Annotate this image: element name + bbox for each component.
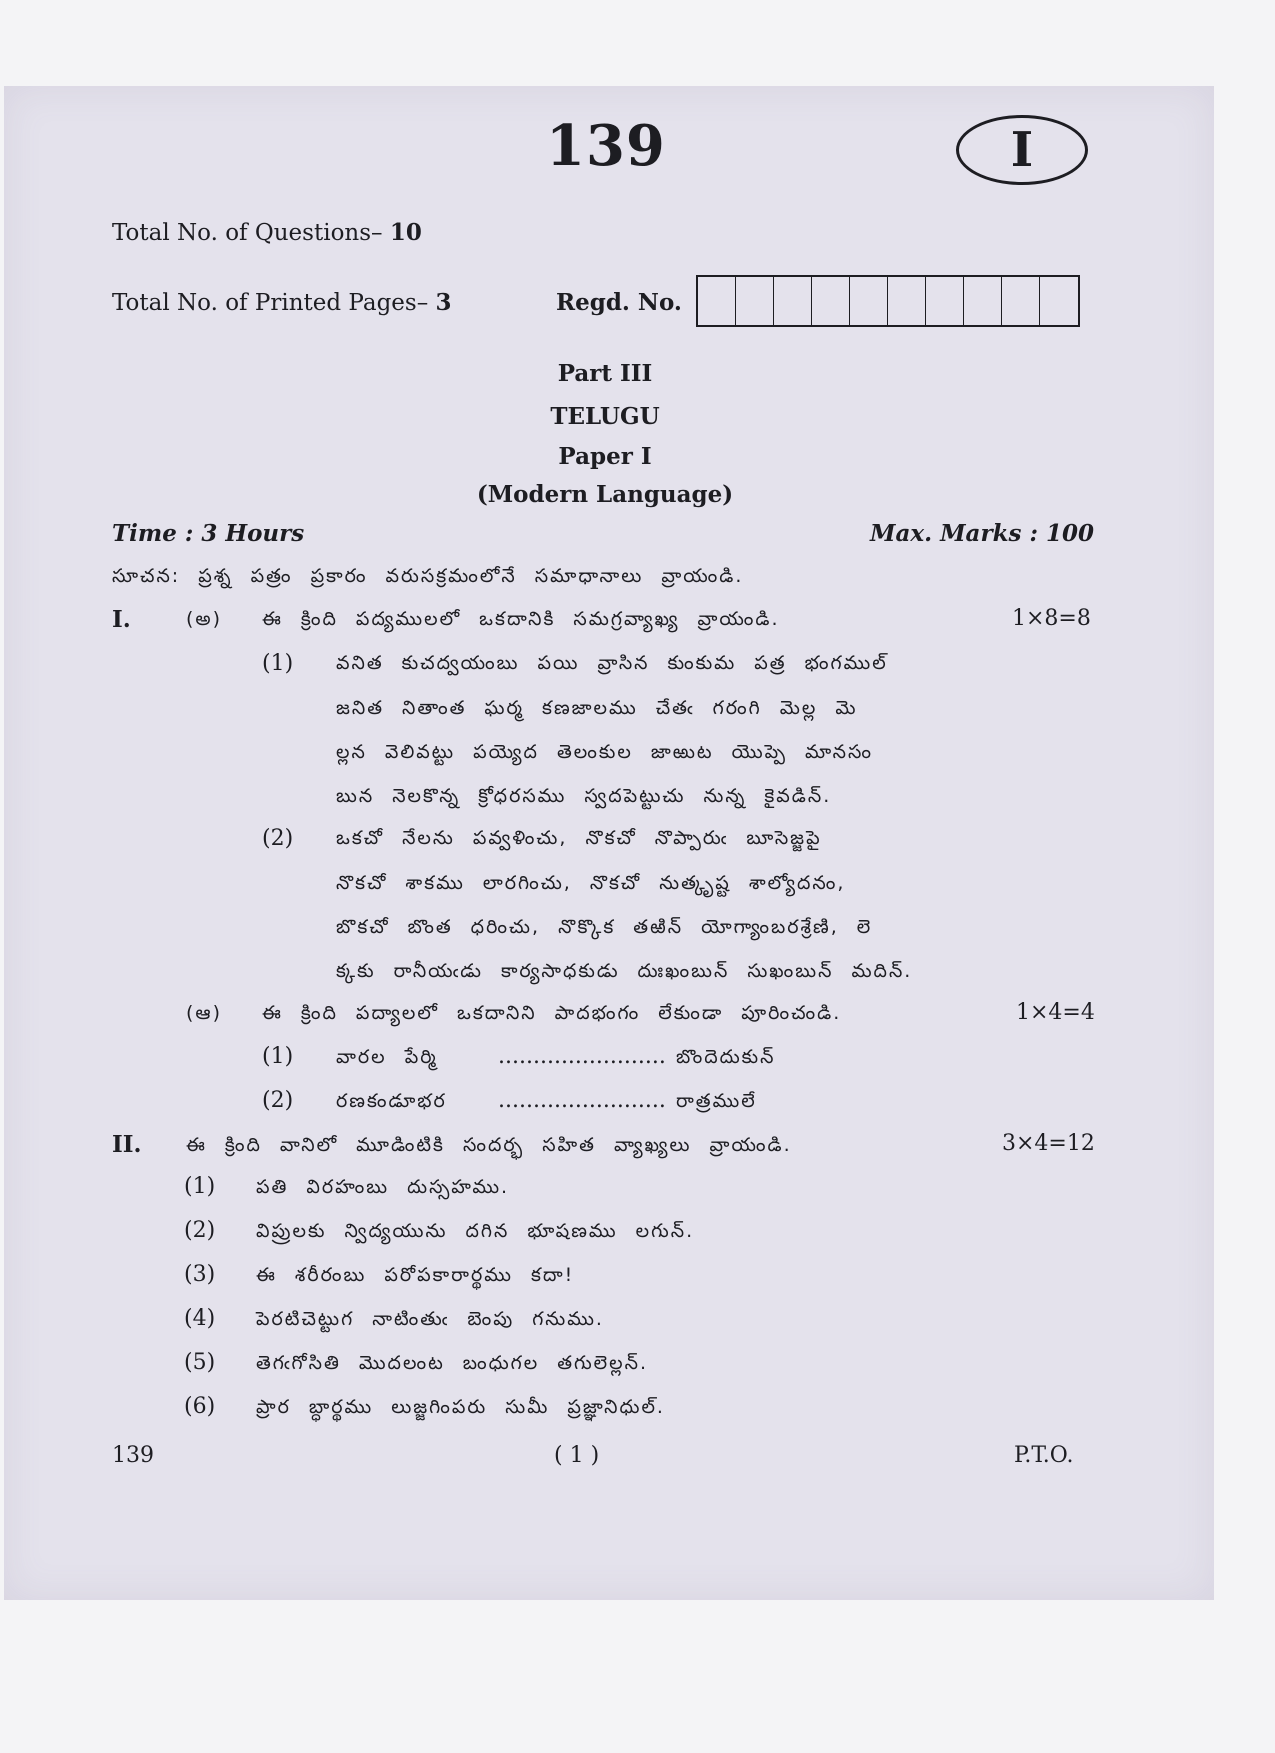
part-title: Part III	[557, 360, 653, 387]
q1a-marks: 1×8=8	[1012, 606, 1091, 631]
poem1-line-3: ల్లన వెలివట్టు పయ్యెద తెలంకుల జాఱుట యొప్పె మానసం	[336, 741, 873, 763]
regd-no-label: Regd. No.	[556, 289, 682, 316]
regd-no-box[interactable]	[1002, 277, 1040, 325]
q1a-instruction: ఈ క్రింది పద్యములలో ఒకదానికి సమగ్రవ్యాఖ్య వ్రాయండి.	[262, 608, 780, 630]
q2-item-1-number: (1)	[184, 1174, 216, 1199]
paper-title: Paper I	[558, 443, 652, 470]
fill-item-1-start: వారల పేర్మి	[336, 1046, 438, 1068]
poem2-line-2: నొకచో శాకము లారగించు, నొకచో నుత్కృష్ట శాల్యోదనం,	[336, 872, 846, 894]
fill-item-2-blank: ........................	[498, 1088, 666, 1113]
total-pages-label: Total No. of Printed Pages–	[112, 290, 429, 316]
poem1-number: (1)	[262, 651, 294, 676]
q2-item-2-number: (2)	[184, 1218, 216, 1243]
q2-item-1-text: పతి విరహంబు దుస్సహము.	[256, 1176, 510, 1198]
fill-item-2-number: (2)	[262, 1088, 294, 1113]
regd-no-boxes[interactable]	[696, 275, 1080, 327]
q2-item-2-text: విప్రులకు న్విద్యయును దగిన భూషణము లగున్.	[256, 1220, 695, 1242]
total-questions-label: Total No. of Questions–	[112, 220, 383, 246]
poem2-line-1: ఒకచో నేలను పవ్వళించు, నొకచో నొప్పారుఁ బూసెజ్జపై	[336, 827, 822, 849]
regd-no-box[interactable]	[926, 277, 964, 325]
regd-no-box[interactable]	[850, 277, 888, 325]
q1a-label: (అ)	[186, 608, 223, 630]
regd-no-box[interactable]	[964, 277, 1002, 325]
fill-item-1-blank: ........................	[498, 1044, 666, 1069]
instruction-text: సూచన: ప్రశ్న పత్రం ప్రకారం వరుసక్రమంలోనే సమాధానాలు వ్రాయండి.	[112, 565, 744, 587]
q1b-label: (ఆ)	[186, 1002, 222, 1024]
footer-page-number: ( 1 )	[554, 1443, 600, 1468]
q2-item-4-text: పెరటిచెట్టుగ నాటింతుఁ బెంపు గనుము.	[256, 1308, 604, 1330]
q2-item-5-text: తెగఁగోసితి మొదలంట బంధుగల తగులెల్లన్.	[256, 1352, 648, 1374]
q1-number: I.	[112, 606, 131, 633]
q2-item-6-number: (6)	[184, 1394, 216, 1419]
fill-item-2-start: రణకండూభర	[336, 1090, 447, 1112]
q2-item-4-number: (4)	[184, 1306, 216, 1331]
total-questions-line	[112, 219, 422, 246]
regd-no-box[interactable]	[888, 277, 926, 325]
total-pages-line	[112, 289, 452, 316]
poem2-line-3: బొకచో బొంత ధరించు, నొక్కొక తఱిన్ యోగ్యాంబరశ్రేణి, లె	[336, 916, 873, 938]
stream-title: (Modern Language)	[476, 481, 734, 508]
footer-pto: P.T.O.	[1014, 1443, 1074, 1468]
poem1-line-4: బున నెలకొన్న క్రోధరసము స్వదపెట్టుచు నున్న కైవడిన్.	[336, 785, 832, 807]
set-letter: I	[1010, 122, 1034, 178]
regd-no-box[interactable]	[1040, 277, 1078, 325]
total-questions-value: 10	[389, 219, 422, 246]
paper-code: 139	[546, 113, 666, 179]
subject-title: TELUGU	[550, 403, 660, 430]
q2-number: II.	[112, 1131, 142, 1158]
fill-item-2-end: రాత్రములే	[676, 1090, 757, 1112]
total-pages-value: 3	[435, 289, 452, 316]
fill-item-1-end: బొందెదుకున్	[676, 1046, 776, 1068]
fill-item-1-number: (1)	[262, 1044, 294, 1069]
regd-no-box[interactable]	[774, 277, 812, 325]
poem2-line-4: క్కకు రానీయఁడు కార్యసాధకుడు దుఃఖంబున్ సుఖంబున్ మదిన్.	[336, 960, 913, 982]
poem1-line-1: వనిత కుచద్వయంబు పయి వ్రాసిన కుంకుమ పత్ర భంగముల్	[336, 652, 888, 674]
q1b-instruction: ఈ క్రింది పద్యాలలో ఒకదానిని పాదభంగం లేకుండా పూరించండి.	[262, 1002, 842, 1024]
regd-no-box[interactable]	[698, 277, 736, 325]
regd-no-box[interactable]	[736, 277, 774, 325]
time-label: Time : 3 Hours	[112, 520, 305, 547]
q1b-marks: 1×4=4	[1016, 1000, 1095, 1025]
q2-item-6-text: ప్రార బ్ధార్థము లుజ్జగింపరు సుమీ ప్రజ్ఞానిధుల్.	[256, 1396, 665, 1418]
footer-paper-code: 139	[112, 1443, 154, 1468]
q2-marks: 3×4=12	[1002, 1131, 1095, 1156]
regd-no-box[interactable]	[812, 277, 850, 325]
max-marks-label: Max. Marks : 100	[870, 520, 1094, 547]
q2-instruction: ఈ క్రింది వానిలో మూడింటికి సందర్భ సహిత వ్యాఖ్యలు వ్రాయండి.	[186, 1134, 792, 1156]
q2-item-5-number: (5)	[184, 1350, 216, 1375]
poem1-line-2: జనిత నితాంత ఘర్మ కణజాలము చేతఁ గరంగి మెల్ల మె	[336, 697, 858, 719]
poem2-number: (2)	[262, 826, 294, 851]
set-indicator-oval	[956, 115, 1088, 185]
q2-item-3-text: ఈ శరీరంబు పరోపకారార్థము కదా!	[256, 1264, 575, 1286]
q2-item-3-number: (3)	[184, 1262, 216, 1287]
